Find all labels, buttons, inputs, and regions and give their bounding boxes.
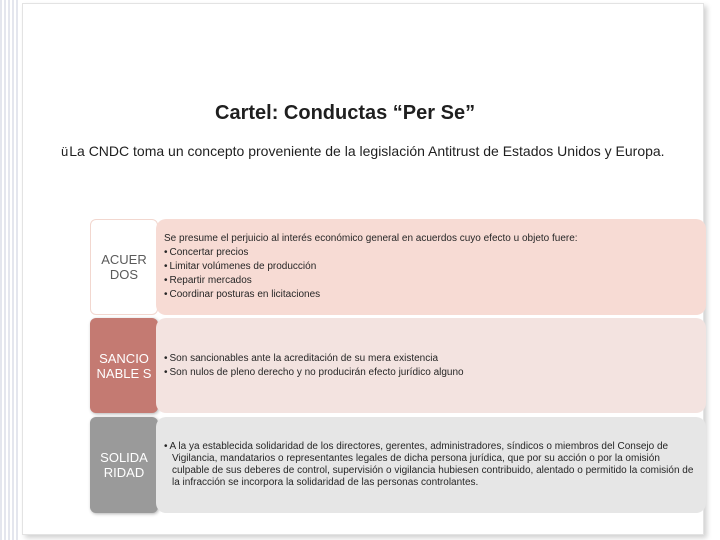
row-label-sancionables: SANCIO NABLE S (90, 318, 158, 413)
panel-bullet-list (164, 246, 696, 302)
row-panel-acuerdos (156, 219, 706, 315)
row-panel-solidaridad (156, 417, 706, 513)
row-acuerdos (90, 219, 706, 315)
list-item: • A la ya establecida solidaridad de los directores, gerentes, administradores, síndicos o miembros del Consejo de Vigilancia, mandatarios o representantes legales de dicha persona jurídica, que por su acción o por la omisión culpable de sus deberes de control, supervisión o vigilancia hubiesen contribuido, alentado o permitido la comisión de la infracción se incorpora la solidaridad de las personas controlantes. (164, 441, 696, 489)
panel-lead-text: Se presume el perjuicio al interés económico general en acuerdos cuyo efecto u objeto fuere: (164, 233, 578, 244)
row-label-acuerdos: ACUER DOS (90, 219, 158, 315)
list-item: • Son nulos de pleno derecho y no producirán efecto jurídico alguno (164, 366, 696, 380)
list-item: • Son sancionables ante la acreditación de su mera existencia (164, 352, 696, 366)
decorative-stripes (0, 0, 20, 540)
row-label-solidaridad: SOLIDA RIDAD (90, 417, 158, 513)
intro-bullet (61, 143, 665, 159)
row-panel-sancionables (156, 318, 706, 413)
list-item: • Concertar precios (164, 246, 696, 260)
list-item: • Repartir mercados (164, 274, 696, 288)
panel-bullet-list (164, 352, 696, 380)
list-item: • Limitar volúmenes de producción (164, 260, 696, 274)
list-item: • Coordinar posturas en licitaciones (164, 288, 696, 302)
row-solidaridad (90, 417, 706, 513)
intro-bullet-text: La CNDC toma un concepto proveniente de la legislación Antitrust de Estados Unidos y Europa. (69, 143, 665, 159)
slide-title: Cartel: Conductas “Per Se” (215, 102, 476, 124)
row-sancionables (90, 318, 706, 413)
checkmark-icon: ü (61, 144, 69, 159)
panel-bullet-list (164, 441, 696, 489)
